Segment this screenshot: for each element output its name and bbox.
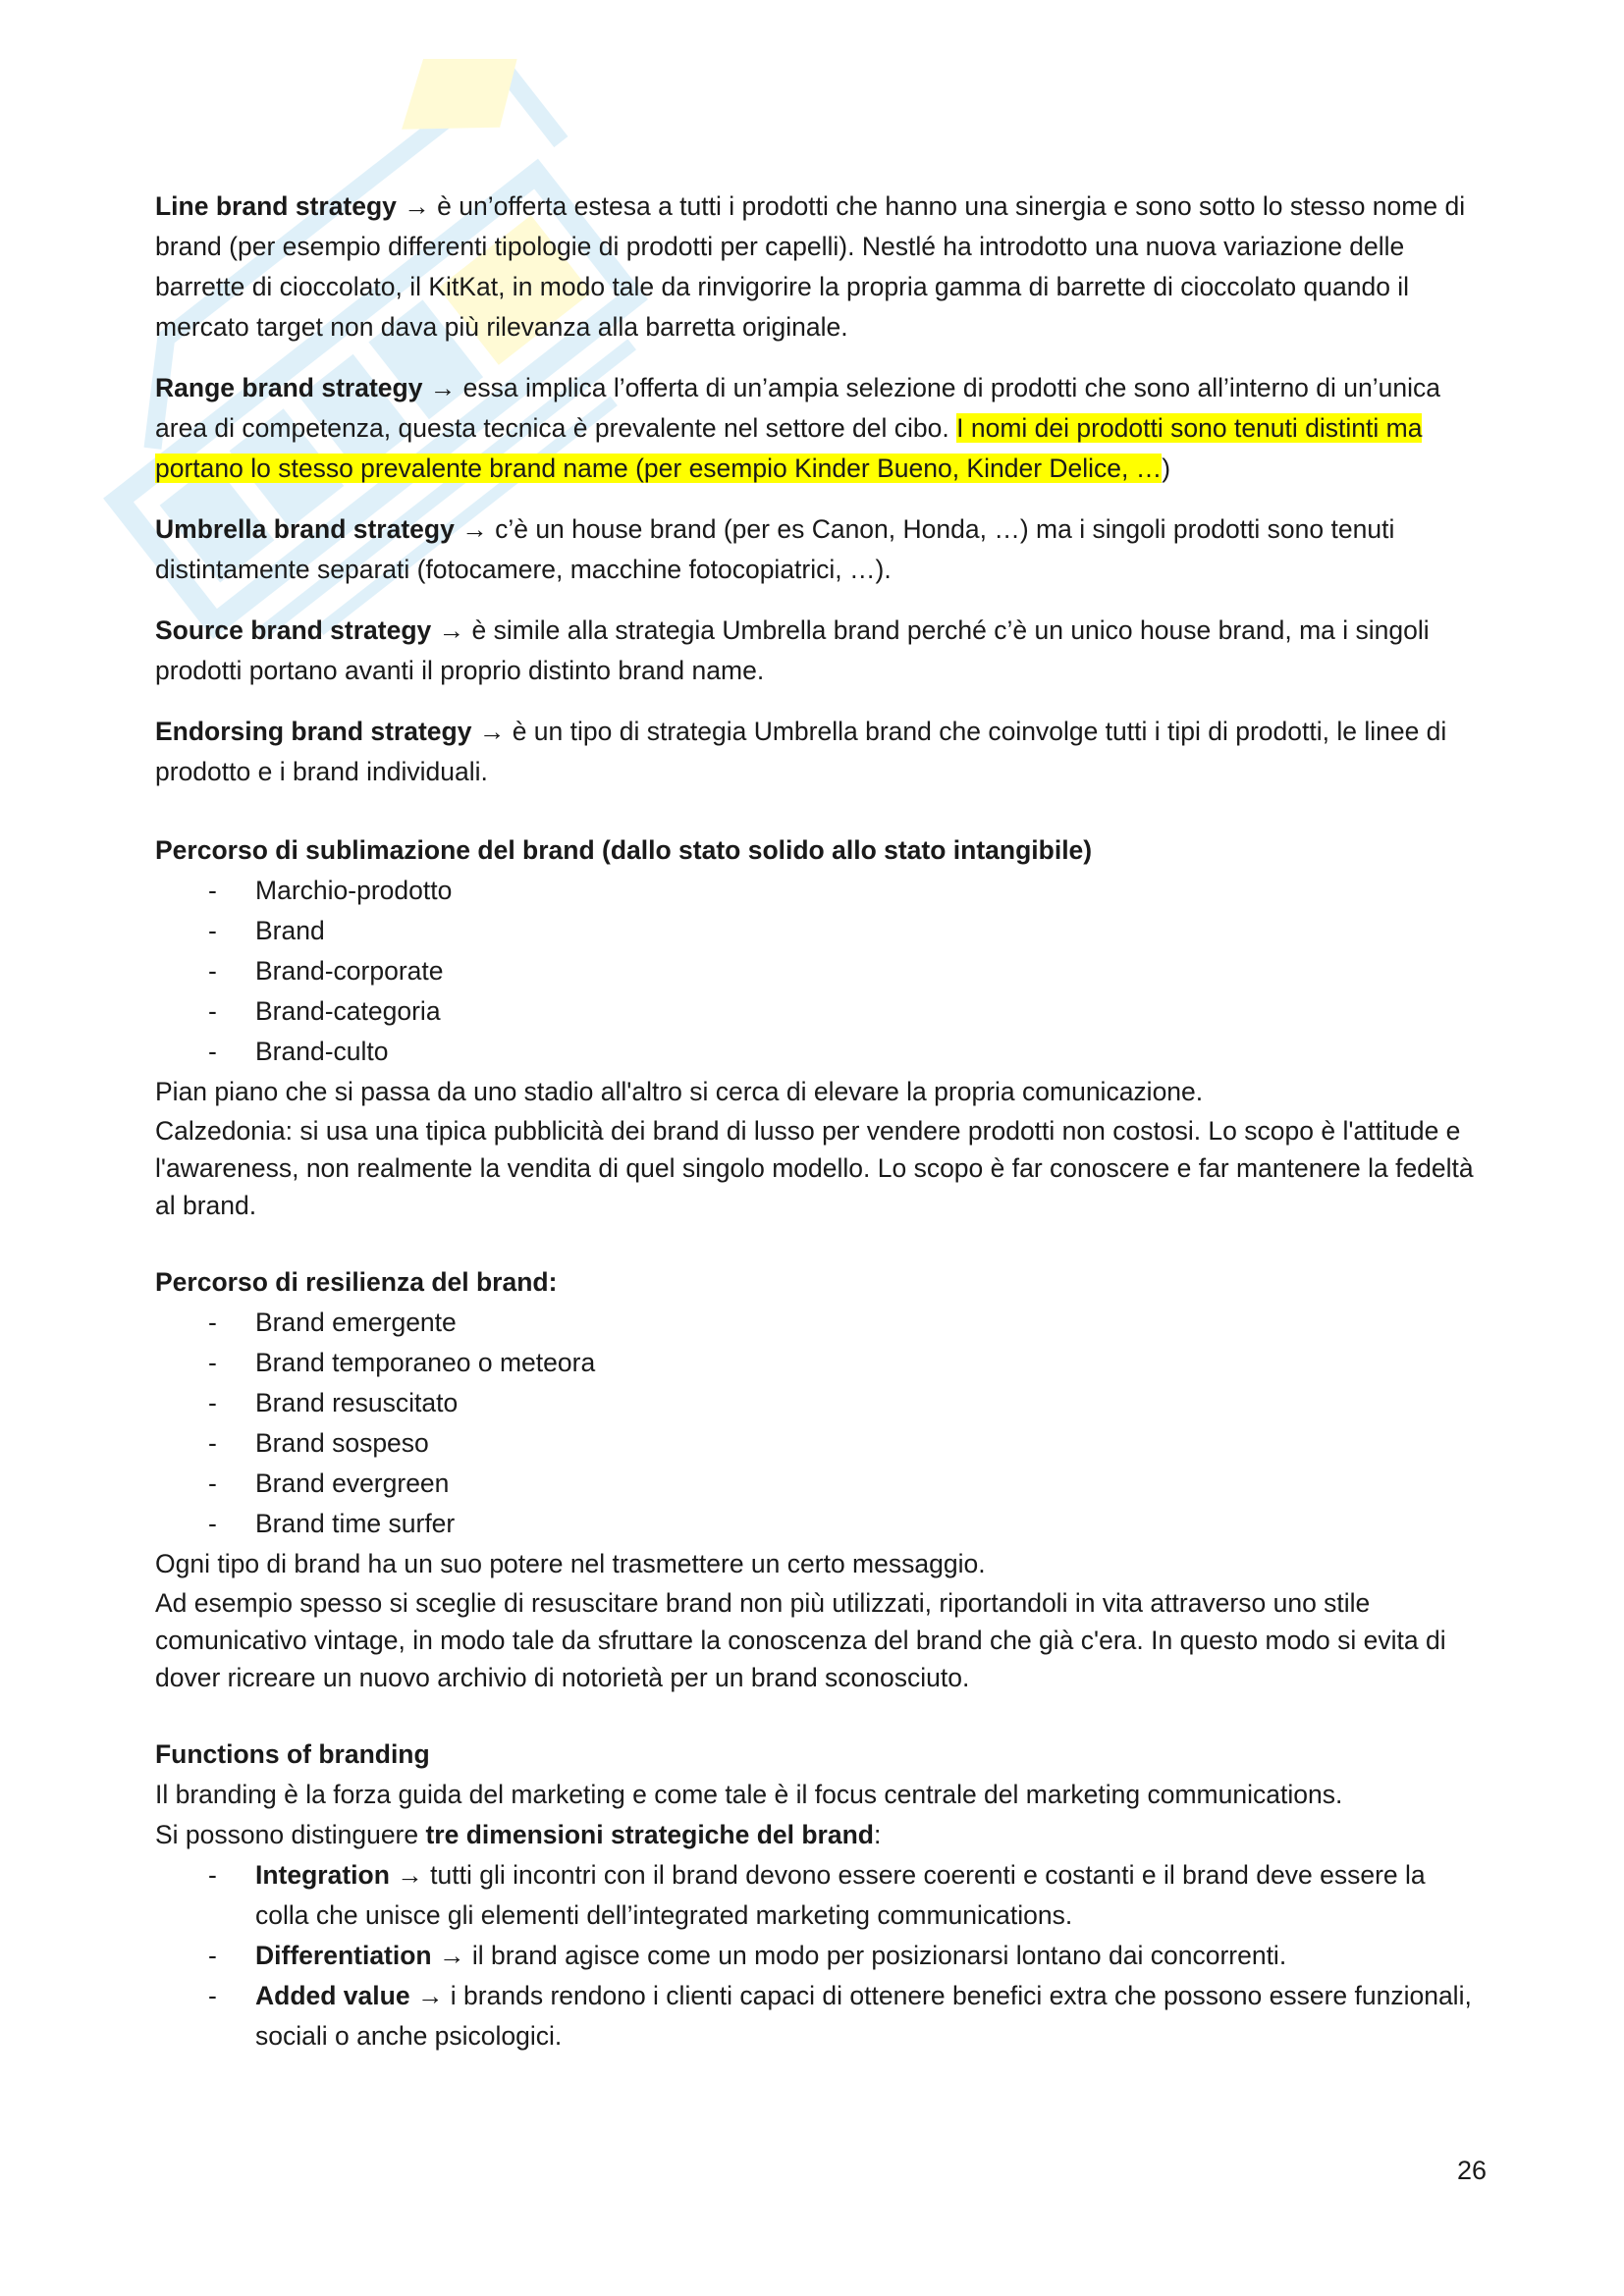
list-item: - Brand emergente [208, 1308, 457, 1337]
document-page [155, 187, 1481, 2056]
sublimazione-heading: Percorso di sublimazione del brand (dallo stato solido allo stato intangibile) [155, 835, 1093, 865]
list-item: - Brand-categoria [208, 996, 441, 1026]
list-item: - Brand [208, 916, 325, 945]
list-item: - Brand time surfer [208, 1509, 456, 1538]
strategy-endorsing: Endorsing brand strategy → è un tipo di strategia Umbrella brand che coinvolge tutti i tipi di prodotti, le linee di prodotto e i brand individuali. [155, 717, 1447, 786]
list-item: - Marchio-prodotto [208, 876, 453, 905]
list-item: - Brand-culto [208, 1037, 389, 1066]
list-item: - Integration → tutti gli incontri con il brand devono essere coerenti e costanti e il brand deve essere la colla che unisce gli elementi dell’integrated marketing communications. [208, 1860, 1426, 1930]
list-item: - Brand-corporate [208, 956, 444, 986]
term-umbrella-brand: Umbrella brand strategy [155, 514, 455, 544]
sublimazione-text-1: Pian piano che si passa da uno stadio all'altro si cerca di elevare la propria comunicazione. [155, 1077, 1204, 1106]
functions-heading: Functions of branding [155, 1739, 430, 1769]
resilienza-text-1: Ogni tipo di brand ha un suo potere nel trasmettere un certo messaggio. [155, 1549, 986, 1578]
list-item: - Brand temporaneo o meteora [208, 1348, 596, 1377]
resilienza-list [155, 1303, 1481, 1544]
strategy-source: Source brand strategy → è simile alla strategia Umbrella brand perché c’è un unico house brand, ma i singoli prodotti portano avanti il proprio distinto brand name. [155, 615, 1430, 685]
list-item: - Differentiation → il brand agisce come un modo per posizionarsi lontano dai concorrenti. [208, 1941, 1287, 1970]
list-item: - Brand sospeso [208, 1428, 429, 1458]
resilienza-heading: Percorso di resilienza del brand: [155, 1267, 558, 1297]
page-number: 26 [1456, 2156, 1487, 2185]
sublimazione-list [155, 871, 1481, 1072]
term-line-brand: Line brand strategy [155, 191, 397, 221]
strategy-range: Range brand strategy → essa implica l’offerta di un’ampia selezione di prodotti che sono all’interno di un’unica area di competenza, questa tecnica è prevalente nel settore del cibo. I nomi dei prodotti sono tenuti distinti ma portano lo stesso prevalente brand name (per esempio Kinder Bueno, Kinder Delice, …) [155, 373, 1440, 483]
sublimazione-text-2: Calzedonia: si usa una tipica pubblicità dei brand di lusso per vendere prodotti non costosi. Lo scopo è l'attitude e l'awareness, non realmente la vendita di quel singolo modello. Lo scopo è far conoscere e far mantenere la fedeltà al brand. [155, 1116, 1474, 1220]
term-range-brand: Range brand strategy [155, 373, 423, 402]
strategy-umbrella: Umbrella brand strategy → c’è un house brand (per es Canon, Honda, …) ma i singoli prodotti sono tenuti distintamente separati (fotocamere, macchine fotocopiatrici, …). [155, 514, 1395, 584]
list-item: - Brand evergreen [208, 1468, 450, 1498]
term-source-brand: Source brand strategy [155, 615, 432, 645]
highlighted-text: I nomi dei prodotti sono tenuti distinti ma portano lo stesso prevalente brand name (per esempio Kinder Bueno, Kinder Delice, … [155, 413, 1423, 483]
strategy-line: Line brand strategy → è un’offerta estesa a tutti i prodotti che hanno una sinergia e sono sotto lo stesso nome di brand (per esempio differenti tipologie di prodotti per capelli). Nestlé ha introdotto una nuova variazione delle barrette di cioccolato, il KitKat, in modo tale da rinvigorire la propria gamma di barrette di cioccolato quando il mercato target non dava più rilevanza alla barretta originale. [155, 191, 1466, 342]
resilienza-text-2: Ad esempio spesso si sceglie di resuscitare brand non più utilizzati, riportandoli in vita attraverso uno stile comunicativo vintage, in modo tale da sfruttare la conoscenza del brand che già c'era. In questo modo si evita di dover ricreare un nuovo archivio di notorietà per un brand sconosciuto. [155, 1588, 1446, 1692]
functions-text-1: Il branding è la forza guida del marketing e come tale è il focus centrale del marketing communications. [155, 1780, 1343, 1809]
list-item: - Brand resuscitato [208, 1388, 459, 1417]
functions-text-2: Si possono distinguere tre dimensioni strategiche del brand: [155, 1820, 882, 1849]
term-endorsing-brand: Endorsing brand strategy [155, 717, 472, 746]
functions-list [155, 1855, 1481, 2056]
list-item: - Added value → i brands rendono i clienti capaci di ottenere benefici extra che possono essere funzionali, sociali o anche psicologici. [208, 1981, 1472, 2051]
